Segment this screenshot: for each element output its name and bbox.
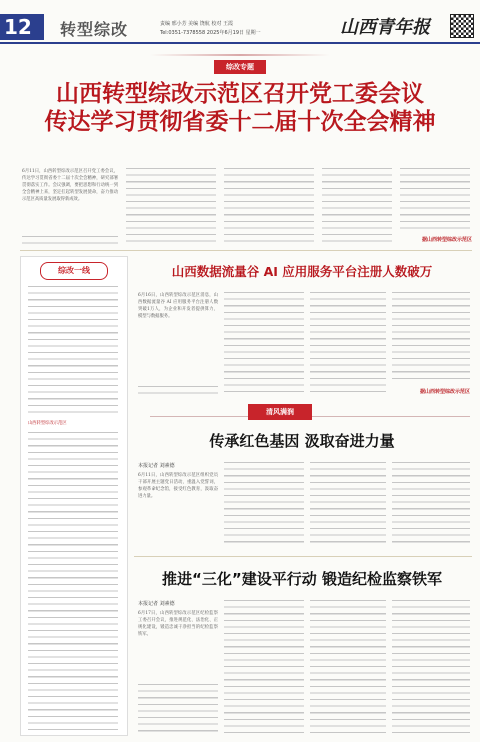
story2-text-col3: [310, 292, 386, 396]
story2-paragraph: 6月16日，山西转型综改示范区消息，山西数据流量谷 AI 应用服务平台注册人数突破1万人，为企业和开发者提供算力、模型与数据服务。: [138, 293, 218, 319]
story2-text-col1: [138, 386, 218, 396]
lead-text-col2: [126, 168, 216, 244]
story3-byline: 本报记者 刘素德: [138, 463, 175, 469]
lead-source: 据山西转型综改示范区: [421, 237, 472, 243]
story3-text-col2: [224, 462, 304, 548]
story2-source: 据山西转型综改示范区: [419, 389, 470, 395]
story4-text-col2: [224, 600, 304, 734]
story3-title: 传承红色基因 汲取奋进力量: [209, 432, 395, 450]
story4-byline: 本报记者 刘素德: [138, 601, 175, 607]
lead-paragraph: 6月11日，山西转型综改示范区召开党工委会议，传达学习贯彻省委十二届十次全会精神，研究部署贯彻落实工作。会议强调，要把思想和行动统一到全会精神上来，坚定扛起转型发展使命，奋力推动示范区高质量发展取得新成效。: [22, 169, 118, 202]
sidebar-text-2: [28, 432, 118, 730]
story2-title: 山西数据流量谷 AI 应用服务平台注册人数破万: [171, 264, 433, 279]
masthead-logo: 山西青年报: [340, 17, 430, 38]
qr-code: [450, 14, 474, 38]
lead-text-col1: [22, 236, 118, 244]
page-number: 12: [4, 15, 32, 39]
lead-divider: [20, 250, 472, 251]
story4-text-col1: [138, 684, 218, 734]
story3-divider: [134, 556, 472, 557]
column-label: 清风满润: [248, 404, 312, 420]
sidebar-note: 山西转型综改示范区: [28, 421, 67, 426]
lead-text-col4: [322, 168, 392, 244]
story4-paragraph: 6月17日，山西转型综改示范区纪检监察工委召开会议，推进规范化、法治化、正规化建设，锻造忠诚干净担当的纪检监察铁军。: [138, 611, 218, 637]
header-rule: [0, 42, 480, 44]
lead-title-line1: 山西转型综改示范区召开党工委会议: [56, 81, 424, 107]
story2-text-col4: [392, 292, 470, 382]
lead-title-line2: 传达学习贯彻省委十二届十次全会精神: [44, 109, 436, 135]
header-meta-line1: 责编 邢小芳 美编 饶航 校对 王霞: [160, 21, 233, 27]
story3-text-col4: [392, 462, 470, 548]
section-title: 转型综改: [60, 20, 129, 39]
story3-paragraph: 6月11日，山西转型综改示范区组织党员干部开展主题党日活动，重温入党誓词，参观革命纪念馆，接受红色教育，汲取奋进力量。: [138, 473, 218, 499]
story2-text-col2: [224, 292, 304, 396]
sidebar-text-1: [28, 286, 118, 416]
story4-text-col4: [392, 600, 470, 734]
header-meta-line2: Tel:0351-7378558 2025年6月19日 星期一: [160, 30, 261, 36]
banner-decoration: [150, 54, 330, 56]
story3-text-col3: [310, 462, 386, 548]
story4-title: 推进“三化”建设平行动 锻造纪检监察铁军: [162, 570, 442, 588]
banner-label: 综改专题: [214, 60, 266, 74]
lead-text-col3: [224, 168, 314, 244]
lead-text-col5: [400, 168, 470, 232]
story4-text-col3: [310, 600, 386, 734]
sidebar-title: 综改一线: [40, 262, 108, 280]
